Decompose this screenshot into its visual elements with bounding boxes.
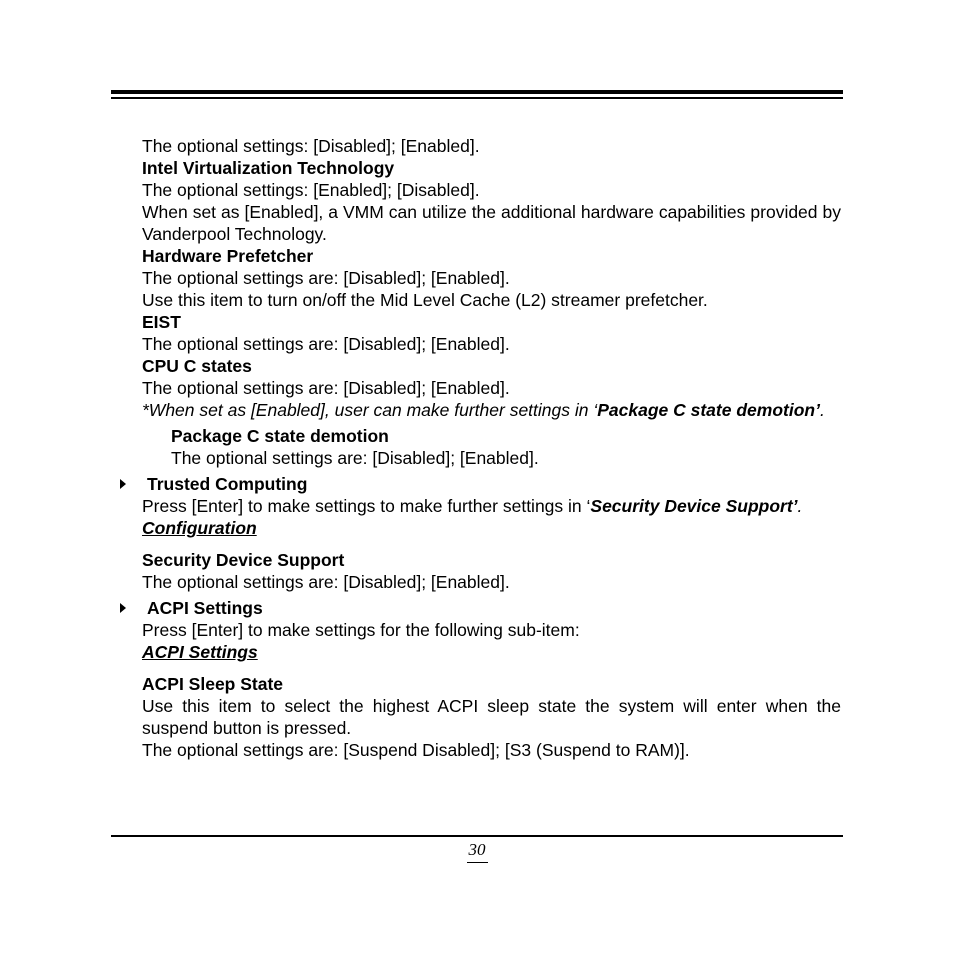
paragraph: The optional settings: [Enabled]; [Disabled].	[142, 180, 480, 200]
page-number-text: 30	[467, 840, 488, 863]
heading-package-c-state: Package C state demotion	[171, 426, 389, 446]
emphasis: Security Device Support’	[590, 496, 798, 516]
paragraph: When set as [Enabled], a VMM can utilize the additional hardware capabilities provided by Vanderpool Technology.	[142, 202, 841, 244]
paragraph: The optional settings are: [Disabled]; [Enabled].	[142, 378, 510, 398]
paragraph: The optional settings are: [Disabled]; [Enabled].	[142, 572, 510, 592]
triangle-right-icon	[120, 479, 126, 489]
heading-eist: EIST	[142, 312, 181, 332]
note-emphasis: Package C state demotion’	[597, 400, 820, 420]
page-body	[142, 135, 841, 761]
heading-hardware-prefetcher: Hardware Prefetcher	[142, 246, 314, 266]
triangle-right-icon	[120, 603, 126, 613]
paragraph: The optional settings are: [Suspend Disabled]; [S3 (Suspend to RAM)].	[142, 740, 690, 760]
heading-cpu-c-states: CPU C states	[142, 356, 252, 376]
heading-intel-virtualization: Intel Virtualization Technology	[142, 158, 395, 178]
text: .	[797, 496, 803, 516]
subheading-configuration: Configuration	[142, 518, 257, 538]
page-number	[0, 840, 954, 863]
note-c-states	[142, 399, 841, 421]
heading-security-device-support: Security Device Support	[142, 550, 345, 570]
paragraph: Use this item to turn on/off the Mid Level Cache (L2) streamer prefetcher.	[142, 290, 708, 310]
paragraph: Press [Enter] to make settings for the following sub-item:	[142, 620, 580, 640]
paragraph: The optional settings are: [Disabled]; [Enabled].	[142, 268, 510, 288]
header-rule-bottom	[111, 97, 843, 99]
paragraph: The optional settings are: [Disabled]; [Enabled].	[142, 334, 510, 354]
header-rule-top	[111, 90, 843, 94]
bullet-label: Trusted Computing	[147, 474, 308, 494]
text: Press [Enter] to make settings to make further settings in ‘	[142, 496, 591, 516]
heading-acpi-sleep-state: ACPI Sleep State	[142, 674, 284, 694]
bullet-label: ACPI Settings	[147, 598, 263, 618]
paragraph: The optional settings are: [Disabled]; [Enabled].	[171, 448, 539, 468]
bullet-acpi-settings	[142, 597, 841, 619]
note-text: .	[819, 400, 825, 420]
paragraph: The optional settings: [Disabled]; [Enabled].	[142, 136, 480, 156]
paragraph-trusted	[142, 495, 841, 517]
subheading-acpi-settings: ACPI Settings	[142, 642, 258, 662]
paragraph: Use this item to select the highest ACPI sleep state the system will enter when the suspend button is pressed.	[142, 696, 841, 738]
note-text: *When set as [Enabled], user can make further settings in ‘	[142, 400, 598, 420]
footer-rule	[111, 835, 843, 837]
bullet-trusted-computing	[142, 473, 841, 495]
